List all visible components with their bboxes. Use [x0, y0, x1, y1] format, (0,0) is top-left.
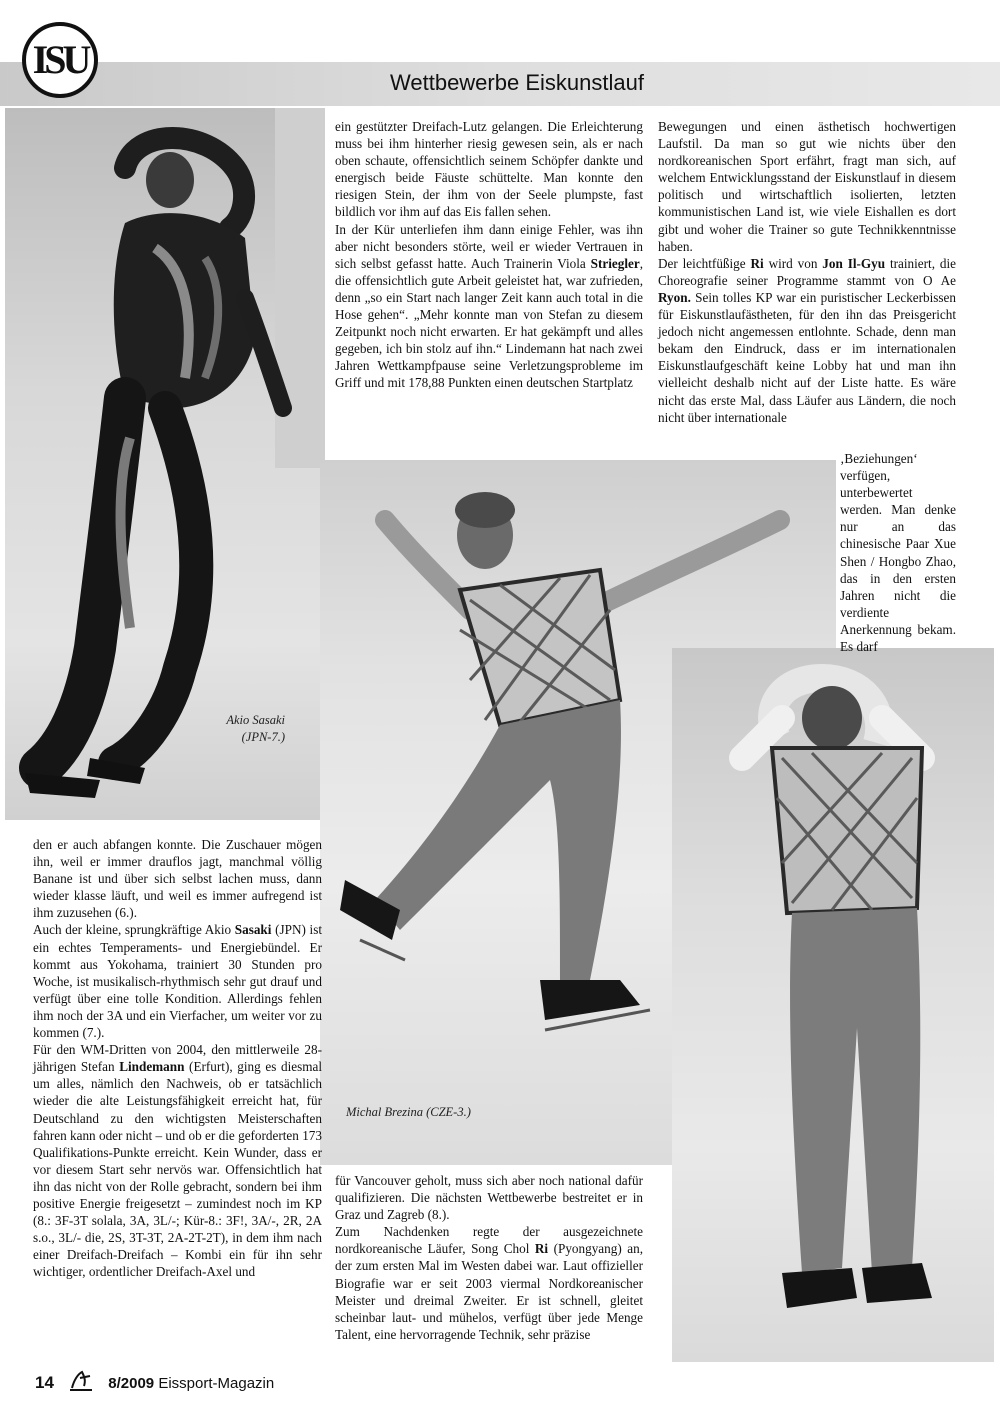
skater-logo-icon	[64, 1368, 98, 1392]
logo-text: ISU	[32, 37, 88, 82]
paragraph: Für den WM-Dritten von 2004, den mittlerweile 28-jährigen Stefan Lindemann (Erfurt), ging es diesmal um alles, nämlich den Nachweis, ob er tatsächlich wieder die alte Leistungsfähigkeit erreicht hat, für Deutschland zu den wichtigsten Meisterschaften fahren kann oder nicht – und ob er die geforderten 173 Qualifikations-Punkte erreicht. Kein Wunder, dass er vor diesem Start sehr nervös war. Offensichtlich hat ihn das nicht von der Rolle gebracht, sondern bei ihm positive Energie freigesetzt – zumindest noch im KP (8.: 3F-3T solala, 3A, 3L/-; Kür-8.: 3F!, 3A/-, 2R, 2A s.o., 3L/- die, 2S, 3T-3T, 2A-2T-2T), in dem ihm nach einer Dreifach-Dreifach – Kombi ein für ihn sehr wichtiger, ordentlicher Dreifach-Axel und	[33, 1042, 322, 1280]
column-center-bottom	[335, 1172, 643, 1343]
paragraph: den er auch abfangen konnte. Die Zuschauer mögen ihn, weil er immer drauflos jagt, manchmal völlig Banane ist und über sich selbst lachen muss, dann wieder klasse läuft, und weil es immer aufregend ist ihm zuzusehen (6.).	[33, 837, 322, 921]
caption-sasaki-team: (JPN-7.)	[241, 730, 285, 744]
paragraph: ‚Beziehungen‘ verfügen, unterbewertet werden. Man denke nur an das chinesische Paar Xue Shen / Hongbo Zhao, das in den ersten Jahren nicht die verdiente Anerkennung bekam. Es darf	[840, 451, 956, 655]
page-title: Wettbewerbe Eiskunstlauf	[390, 70, 644, 95]
paragraph: In der Kür unterliefen ihm dann einige Fehler, was ihn aber nicht besonders störte, weil er wieder Vertrauen in sich selbst gefasst hatte. Auch Trainerin Viola Striegler, die offensichtlich gute Arbeit geleistet hat, war zufrieden, denn „so ein Start nach langer Zeit kann auch total in die Hose gehen“. „Mehr konnte man von Stefan zu diesem Zeitpunkt noch nicht erwarten. Er hat gekämpft und alles gegeben, ich bin stolz auf ihn.“ Lindemann hat nach zwei Jahren Wettkampfpause seine Verletzungsprobleme im Griff und mit 178,88 Punkten einen deutschen Startplatz	[335, 221, 643, 391]
column-left	[33, 836, 322, 1280]
page-number: 14	[35, 1373, 54, 1392]
paragraph: Auch der kleine, sprungkräftige Akio Sasaki (JPN) ist ein echtes Temperaments- und Energiebündel. Er kommt aus Yokohama, trainiert 30 Stunden pro Woche, ist musikalisch-rhythmisch sehr gut drauf und verfügt über eine tolle Kondition. Allerdings fehlen ihm noch der 3A und ein Vierfacher, um weiter vor zu kommen (7.).	[33, 922, 322, 1041]
column-center-top	[335, 118, 643, 392]
footer	[35, 1368, 274, 1393]
skater-silhouette-back	[672, 648, 994, 1362]
paragraph: Zum Nachdenken regte der ausgezeichnete nordkoreanische Läufer, Song Chol Ri (Pyongyang) an, der zum ersten Mal im Westen dabei war. Laut offizieller Biografie war er seit 2003 viermal Nordkoreanischer Meister und dreimal Zweiter. Er ist schnell, gleitet scheinbar laut- und mühelos, verfügt über jede Menge Talent, eine hervorragende Technik, sehr präzise	[335, 1224, 644, 1342]
photo-back-view	[672, 648, 994, 1362]
magazine-name: Eissport-Magazin	[158, 1375, 275, 1392]
photo-sasaki	[5, 108, 325, 820]
issue-number: 8/2009	[108, 1375, 155, 1392]
paragraph: Bewegungen und einen ästhetisch hochwertigen Laufstil. Da man so gut wie nichts über den nordkoreanischen Sport erfährt, fragt man sich, auf welchem Entwicklungsstand der Eiskunstlauf in diesem politisch und wirtschaftlich isolierten, letzten kommunistischen Land ist, wie viele Eishallen es dort gibt und woher die Trainer so gute Technikkenntnisse haben.	[658, 119, 956, 254]
column-right-top	[658, 118, 956, 426]
caption-brezina: Michal Brezina (CZE-3.)	[346, 1105, 471, 1119]
isu-logo	[22, 22, 98, 98]
paragraph: für Vancouver geholt, muss sich aber noch national dafür qualifizieren. Die nächsten Wettbewerbe bestreitet er in Graz und Zagreb (8.).	[335, 1173, 643, 1223]
paragraph: ein gestützter Dreifach-Lutz gelangen. Die Erleichterung muss bei ihm hinterher riesig gewesen sein, als er nach oben schaute, offensichtlich seinem Schöpfer dankte und energisch beide Fäuste schüttelte. Man konnte den riesigen Stein, der ihm von der Seele plumpste, fast bildlich vor ihm auf das Eis fallen sehen.	[335, 119, 643, 220]
paragraph: Der leichtfüßige Ri wird von Jon Il-Gyu trainiert, die Choreografie seiner Programme stammt von O Ae Ryon. Sein tolles KP war ein puristischer Leckerbissen für Eiskunstlaufästheten, für den ihn das Preisgericht jedoch nicht angemessen entlohnte. Schade, denn man bekam den Eindruck, dass er im internationalen Eiskunstlaufgeschäft keine Lobby hat und man ihn vielleicht deshalb nicht auf der Liste hatte. Es wäre nicht das erste Mal, dass Läufer aus Ländern, die noch nicht über internationale	[658, 255, 956, 425]
column-right-narrow	[840, 450, 956, 655]
caption-sasaki-name: Akio Sasaki	[226, 713, 285, 727]
